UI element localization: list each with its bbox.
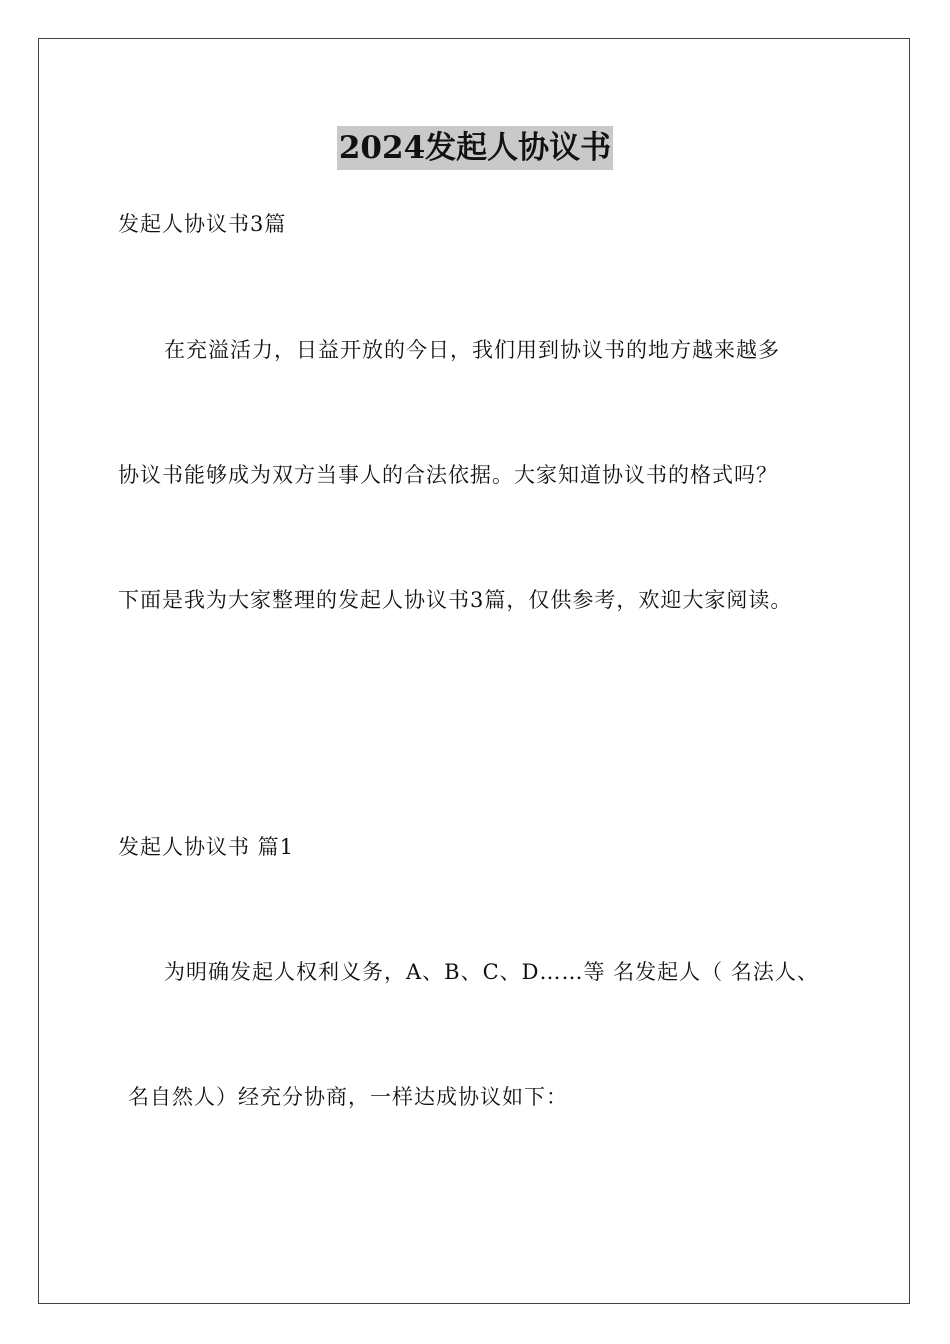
intro-line-2: 协议书能够成为双方当事人的合法依据。大家知道协议书的格式吗？ xyxy=(118,463,778,487)
section-line-1: 为明确发起人权利义务，A、B、C、D……等 名发起人（ 名法人、 xyxy=(164,960,819,984)
intro-line-3: 下面是我为大家整理的发起人协议书3篇，仅供参考，欢迎大家阅读。 xyxy=(118,588,793,612)
section-line-2: 名自然人）经充分协商，一样达成协议如下： xyxy=(128,1085,568,1109)
title-container xyxy=(0,126,950,170)
section-heading: 发起人协议书 篇1 xyxy=(118,835,295,859)
intro-line-1: 在充溢活力，日益开放的今日，我们用到协议书的地方越来越多 xyxy=(164,338,780,362)
document-title: 2024发起人协议书 xyxy=(337,126,613,170)
document-subtitle: 发起人协议书3篇 xyxy=(118,212,287,236)
